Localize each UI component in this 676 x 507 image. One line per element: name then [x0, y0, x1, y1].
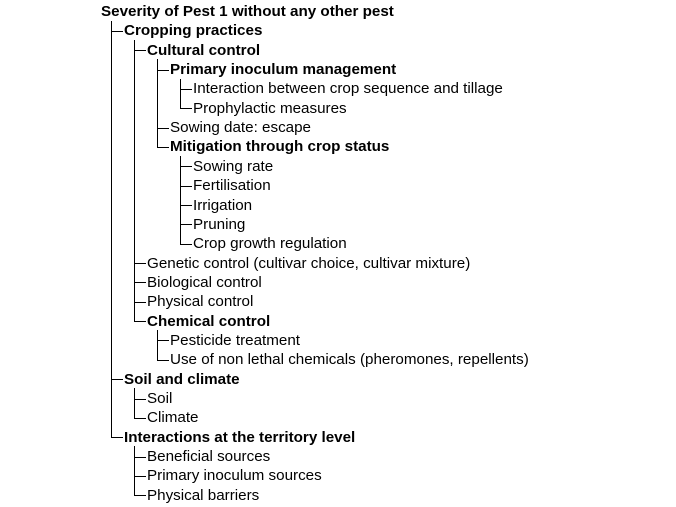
tree-node-climate: Climate [147, 409, 199, 427]
connector-branch [157, 147, 169, 148]
connector-branch [134, 50, 146, 51]
tree-node-primary-inoculum-management: Primary inoculum management [170, 61, 397, 79]
tree-node-severity-of-pest-1-without-any-other-pest: Severity of Pest 1 without any other pest [101, 3, 394, 20]
tree-node-irrigation: Irrigation [193, 196, 253, 214]
connector-branch [180, 166, 192, 167]
tree-node-biological-control: Biological control [147, 273, 262, 291]
connector-branch [134, 321, 146, 322]
connector-branch [180, 186, 192, 187]
tree-node-sowing-date-escape: Sowing date: escape [170, 119, 312, 137]
tree-node-prophylactic-measures: Prophylactic measures [193, 99, 347, 117]
tree-node-mitigation-through-crop-status: Mitigation through crop status [170, 138, 390, 156]
connector-trunk [134, 388, 135, 419]
tree-node-use-of-non-lethal-chemicals-pheromones-repellents: Use of non lethal chemicals (pheromones, repellents) [170, 351, 529, 369]
tree-node-fertilisation: Fertilisation [193, 177, 271, 195]
connector-branch [111, 379, 123, 380]
connector-branch [111, 31, 123, 32]
connector-branch [180, 108, 192, 109]
connector-trunk [157, 59, 158, 148]
connector-branch [134, 399, 146, 400]
connector-branch [134, 418, 146, 419]
connector-branch [134, 263, 146, 264]
connector-trunk [180, 79, 181, 110]
tree-node-cropping-practices: Cropping practices [124, 22, 263, 40]
connector-branch [111, 437, 123, 438]
tree-node-soil: Soil [147, 390, 173, 407]
connector-trunk [111, 21, 112, 439]
connector-trunk [134, 40, 135, 322]
tree-node-pruning: Pruning [193, 215, 246, 233]
connector-branch [134, 495, 146, 496]
connector-branch [134, 282, 146, 283]
connector-branch [157, 70, 169, 71]
tree-node-interactions-at-the-territory-level: Interactions at the territory level [124, 428, 356, 446]
connector-branch [180, 224, 192, 225]
tree-node-physical-control: Physical control [147, 293, 254, 311]
connector-trunk [134, 446, 135, 496]
tree-node-physical-barriers: Physical barriers [147, 486, 260, 504]
tree-node-crop-growth-regulation: Crop growth regulation [193, 235, 347, 253]
connector-branch [157, 128, 169, 129]
connector-branch [134, 302, 146, 303]
connector-branch [157, 340, 169, 341]
connector-trunk [180, 156, 181, 245]
connector-branch [134, 476, 146, 477]
connector-trunk [157, 330, 158, 361]
tree-node-beneficial-sources: Beneficial sources [147, 448, 271, 466]
connector-branch [180, 89, 192, 90]
connector-branch [180, 205, 192, 206]
tree-node-pesticide-treatment: Pesticide treatment [170, 331, 300, 349]
tree-node-chemical-control: Chemical control [147, 312, 271, 330]
tree-node-primary-inoculum-sources: Primary inoculum sources [147, 467, 322, 485]
tree-node-sowing-rate: Sowing rate [193, 157, 274, 175]
tree-node-cultural-control: Cultural control [147, 41, 261, 59]
tree-node-soil-and-climate: Soil and climate [124, 370, 240, 388]
tree-node-genetic-control-cultivar-choice-cultivar-mixture: Genetic control (cultivar choice, cultivar mixture) [147, 254, 471, 272]
tree-node-interaction-between-crop-sequence-and-tillage: Interaction between crop sequence and tillage [193, 80, 503, 98]
connector-branch [134, 457, 146, 458]
connector-branch [157, 360, 169, 361]
connector-branch [180, 244, 192, 245]
